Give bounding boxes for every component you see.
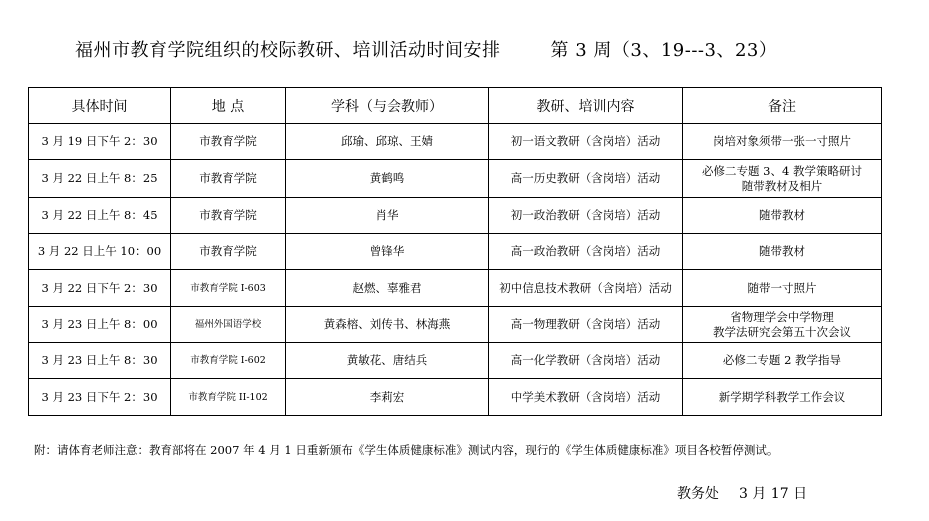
place-cell: 市教育学院 bbox=[171, 234, 286, 270]
column-header: 备注 bbox=[683, 88, 882, 124]
place-cell: 福州外国语学校 bbox=[171, 307, 286, 343]
table-row bbox=[29, 343, 882, 379]
table-header-row bbox=[29, 88, 882, 124]
content-cell: 中学美术教研（含岗培）活动 bbox=[489, 379, 683, 416]
remark-line: 必修二专题 3、4 教学策略研讨 bbox=[702, 163, 862, 178]
time-cell: 3 月 22 日上午 10：00 bbox=[29, 234, 171, 270]
table-row bbox=[29, 234, 882, 270]
column-header: 教研、培训内容 bbox=[489, 88, 683, 124]
issue-date: 3 月 17 日 bbox=[739, 486, 808, 502]
time-cell: 3 月 19 日下午 2：30 bbox=[29, 124, 171, 160]
content-cell: 高一化学教研（含岗培）活动 bbox=[489, 343, 683, 379]
remark-line: 省物理学会中学物理 bbox=[730, 309, 834, 324]
place-cell: 市教育学院 bbox=[171, 198, 286, 234]
table-row bbox=[29, 198, 882, 234]
table-row bbox=[29, 124, 882, 160]
content-cell: 高一物理教研（含岗培）活动 bbox=[489, 307, 683, 343]
time-cell: 3 月 23 日上午 8：30 bbox=[29, 343, 171, 379]
remark-cell bbox=[683, 234, 882, 270]
schedule-title: 福州市教育学院组织的校际教研、培训活动时间安排 bbox=[75, 40, 501, 61]
place-cell: 市教育学院 bbox=[171, 160, 286, 198]
column-header: 具体时间 bbox=[29, 88, 171, 124]
remark-cell bbox=[683, 124, 882, 160]
content-cell: 初一政治教研（含岗培）活动 bbox=[489, 198, 683, 234]
teachers-cell: 黄森榕、刘传书、林海燕 bbox=[286, 307, 489, 343]
table-row bbox=[29, 307, 882, 343]
remark-line: 教学法研究会第五十次会议 bbox=[713, 324, 851, 339]
table-row bbox=[29, 379, 882, 416]
remark-cell bbox=[683, 307, 882, 343]
teachers-cell: 李莉宏 bbox=[286, 379, 489, 416]
teachers-cell: 肖华 bbox=[286, 198, 489, 234]
remark-line: 随带教材 bbox=[759, 208, 805, 222]
place-cell: 市教育学院 II-102 bbox=[171, 379, 286, 416]
remark-cell bbox=[683, 160, 882, 198]
remark-line: 新学期学科教学工作会议 bbox=[718, 389, 846, 404]
remark-line: 岗培对象须带一张一寸照片 bbox=[713, 134, 851, 148]
time-cell: 3 月 22 日上午 8：25 bbox=[29, 160, 171, 198]
content-cell: 初中信息技术教研（含岗培）活动 bbox=[489, 270, 683, 307]
time-cell: 3 月 22 日下午 2：30 bbox=[29, 270, 171, 307]
teachers-cell: 曾锋华 bbox=[286, 234, 489, 270]
remark-cell bbox=[683, 343, 882, 379]
time-cell: 3 月 23 日上午 8：00 bbox=[29, 307, 171, 343]
signature bbox=[677, 484, 877, 504]
remark-cell bbox=[683, 270, 882, 307]
place-cell: 市教育学院 bbox=[171, 124, 286, 160]
remark-cell bbox=[683, 379, 882, 416]
teachers-cell: 黄敏花、唐结兵 bbox=[286, 343, 489, 379]
remark-line: 随带一寸照片 bbox=[747, 280, 817, 295]
remark-line: 必修二专题 2 教学指导 bbox=[722, 353, 842, 367]
place-cell: 市教育学院 I-602 bbox=[171, 343, 286, 379]
table-body bbox=[29, 124, 882, 416]
content-cell: 高一历史教研（含岗培）活动 bbox=[489, 160, 683, 198]
content-cell: 初一语文教研（含岗培）活动 bbox=[489, 124, 683, 160]
remark-cell bbox=[683, 198, 882, 234]
remark-line: 随带教材 bbox=[759, 244, 805, 258]
remark-line: 随带教材及相片 bbox=[741, 178, 823, 193]
table-row bbox=[29, 270, 882, 307]
schedule-table bbox=[28, 87, 882, 416]
teachers-cell: 邱瑜、邱琼、王婧 bbox=[286, 124, 489, 160]
time-cell: 3 月 23 日下午 2：30 bbox=[29, 379, 171, 416]
column-header: 学科（与会教师） bbox=[286, 88, 489, 124]
footnote: 附：请体育老师注意：教育部将在 2007 年 4 月 1 日重新颁布《学生体质健康标准》测试内容，现行的《学生体质健康标准》项目各校暂停测试。 bbox=[34, 443, 779, 457]
office-name: 教务处 bbox=[677, 486, 719, 502]
place-cell: 市教育学院 I-603 bbox=[171, 270, 286, 307]
table-row bbox=[29, 160, 882, 198]
page-title bbox=[75, 38, 895, 64]
week-range: 第 3 周（3、19---3、23） bbox=[550, 40, 778, 61]
time-cell: 3 月 22 日上午 8：45 bbox=[29, 198, 171, 234]
teachers-cell: 黄鹤鸣 bbox=[286, 160, 489, 198]
teachers-cell: 赵燃、辜雅君 bbox=[286, 270, 489, 307]
column-header: 地 点 bbox=[171, 88, 286, 124]
content-cell: 高一政治教研（含岗培）活动 bbox=[489, 234, 683, 270]
